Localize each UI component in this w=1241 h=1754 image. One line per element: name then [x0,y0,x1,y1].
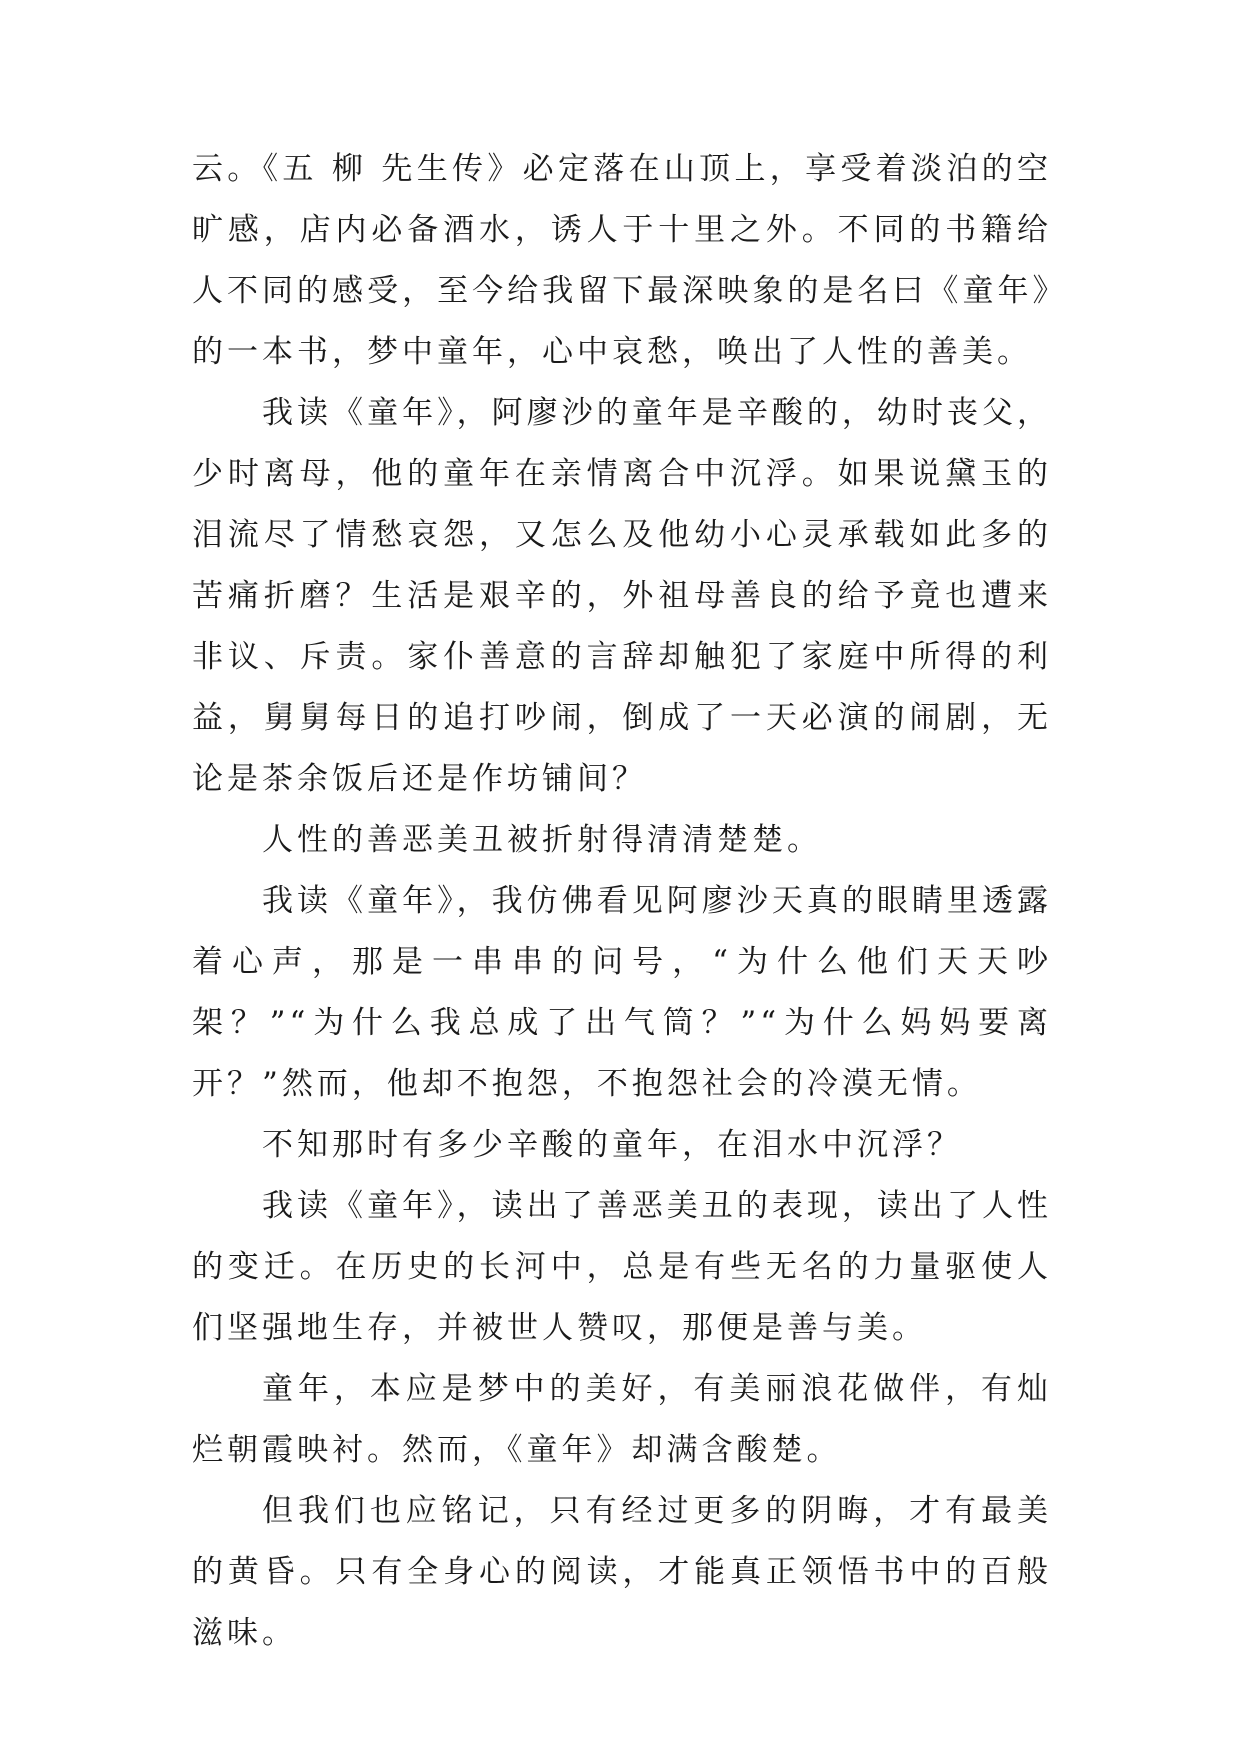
document-body [192,139,1052,1664]
paragraph-8: 但我们也应铭记，只有经过更多的阴晦，才有最美的黄昏。只有全身心的阅读，才能真正领悟书中的百般滋味。 [192,1493,1052,1651]
paragraph-5: 不知那时有多少辛酸的童年，在泪水中沉浮？ [262,1127,962,1163]
paragraph-3: 人性的善恶美丑被折射得清清楚楚。 [262,822,822,858]
paragraph-1: 云。《五 柳 先生传》必定落在山顶上，享受着淡泊的空旷感，店内必备酒水，诱人于十里之外。不同的书籍给人不同的感受，至今给我留下最深映象的是名曰《童年》的一本书，梦中童年，心中哀愁，唤出了人性的善美。 [192,151,1052,370]
paragraph-7: 童年，本应是梦中的美好，有美丽浪花做伴，有灿烂朝霞映衬。然而，《童年》却满含酸楚。 [192,1371,1052,1468]
paragraph-6: 我读《童年》，读出了善恶美丑的表现，读出了人性的变迁。在历史的长河中，总是有些无名的力量驱使人们坚强地生存，并被世人赞叹，那便是善与美。 [192,1188,1052,1346]
paragraph-2: 我读《童年》，阿廖沙的童年是辛酸的，幼时丧父，少时离母，他的童年在亲情离合中沉浮。如果说黛玉的泪流尽了情愁哀怨，又怎么及他幼小心灵承载如此多的苦痛折磨？生活是艰辛的，外祖母善良的给予竟也遭来非议、斥责。家仆善意的言辞却触犯了家庭中所得的利益，舅舅每日的追打吵闹，倒成了一天必演的闹剧，无论是茶余饭后还是作坊铺间？ [192,395,1052,797]
paragraph-4: 我读《童年》，我仿佛看见阿廖沙天真的眼睛里透露着心声，那是一串串的问号，“为什么他们天天吵架？”“为什么我总成了出气筒？”“为什么妈妈要离开？”然而，他却不抱怨，不抱怨社会的冷漠无情。 [192,883,1052,1102]
